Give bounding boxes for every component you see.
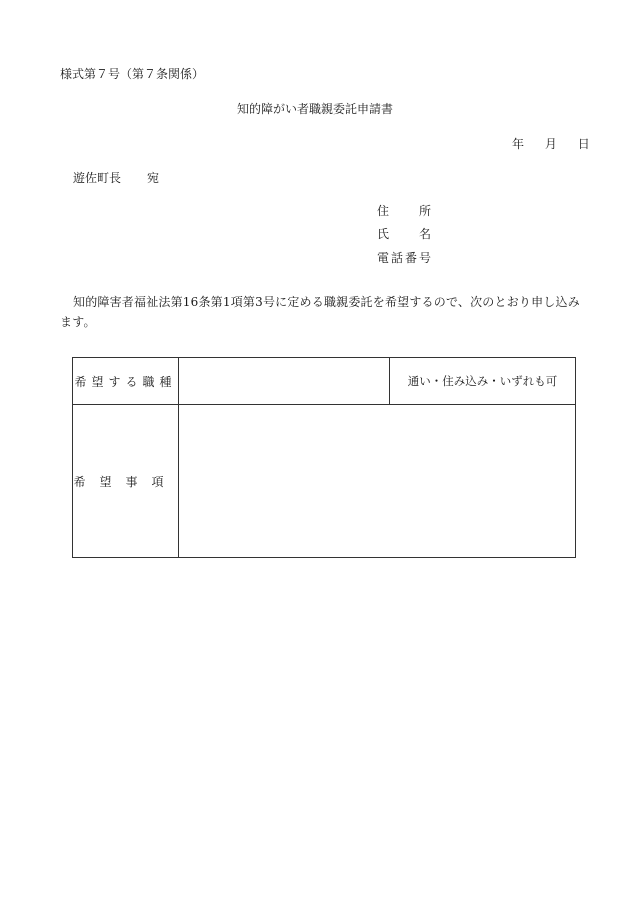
applicant-name-label: 氏 名 (377, 227, 431, 241)
applicant-address-field[interactable] (377, 205, 431, 217)
addressee-name: 遊佐町長 (73, 171, 122, 185)
requests-input[interactable] (179, 405, 576, 558)
date-year-label: 年 (512, 137, 525, 151)
applicant-address-label: 住 所 (377, 204, 431, 218)
commute-option-text[interactable]: 通い・住み込み・いずれも可 (390, 358, 576, 405)
applicant-name-field[interactable] (377, 228, 431, 240)
date-line (512, 138, 590, 150)
table-row-requests (73, 405, 576, 558)
applicant-phone-field[interactable] (377, 252, 431, 264)
document-title: 知的障がい者職親委託申請書 (236, 102, 393, 116)
request-table (72, 357, 576, 558)
date-month-label: 月 (544, 137, 557, 151)
application-statement: 知的障害者福祉法第16条第1項第3号に定める職親委託を希望するので、次のとおり申し込みます。 (60, 295, 580, 329)
form-number: 様式第７号（第７条関係） (60, 67, 205, 81)
addressee (73, 172, 159, 184)
applicant-phone-label: 電話番号 (377, 251, 431, 265)
job-type-input[interactable] (179, 358, 390, 405)
requests-label: 希望事項 (73, 405, 179, 558)
date-day-label: 日 (577, 137, 590, 151)
addressee-honorific: 宛 (147, 171, 160, 185)
table-row-job-type (73, 358, 576, 405)
job-type-label: 希望する職種 (73, 358, 179, 405)
